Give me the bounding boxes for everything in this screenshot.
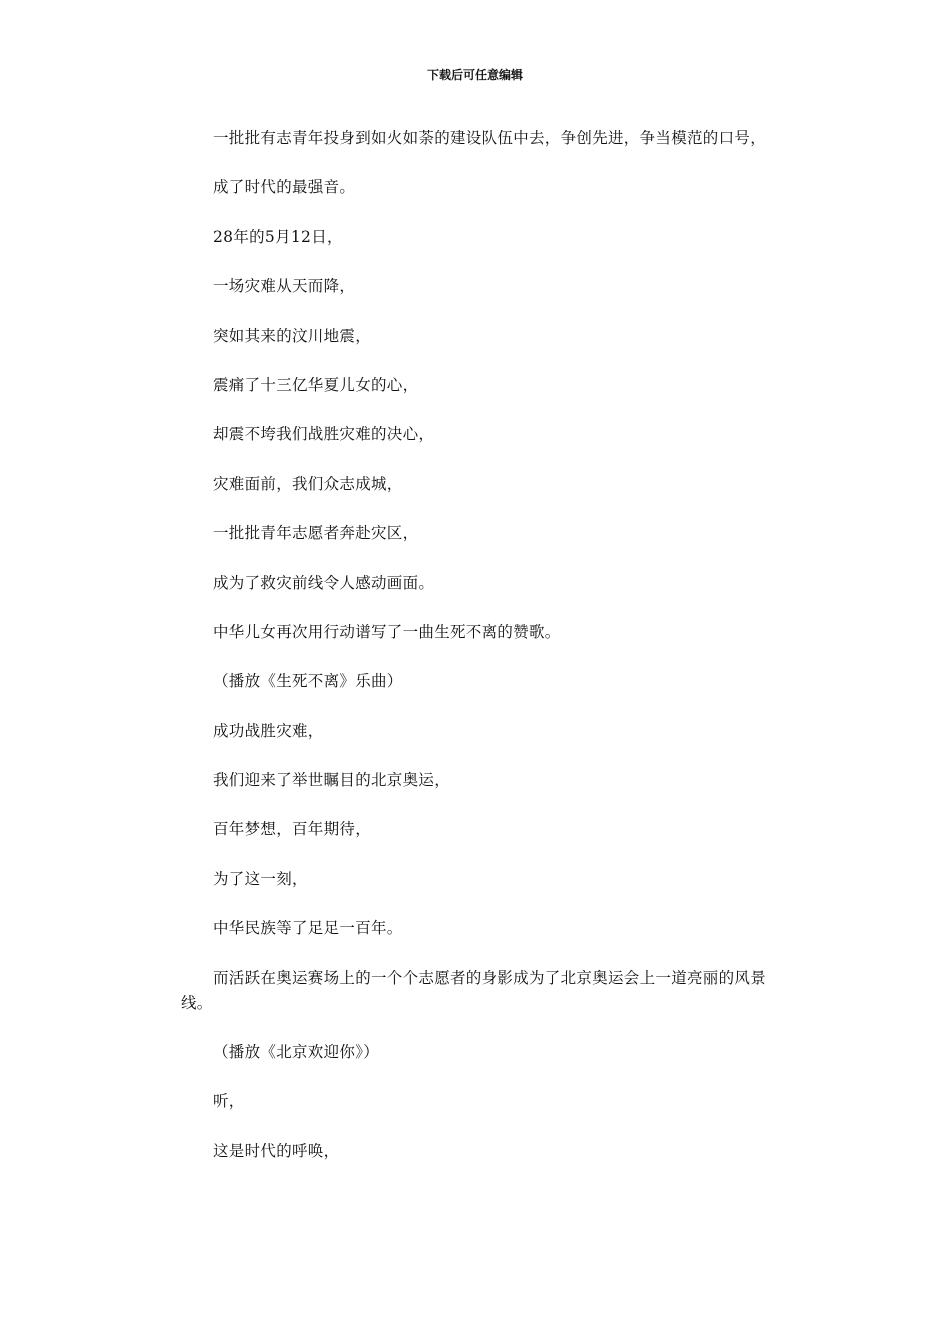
paragraph: （播放《北京欢迎你》） [213,1043,380,1062]
page-header: 下载后可任意编辑 [426,68,523,82]
document-body [181,126,771,1188]
paragraph: 震痛了十三亿华夏儿女的心， [213,375,419,394]
paragraph: 灾难面前，我们众志成城， [213,474,403,493]
paragraph: 为了这一刻， [213,869,308,888]
paragraph: （播放《生死不离》乐曲） [213,672,403,691]
paragraph: 这是时代的呼唤， [213,1141,340,1160]
paragraph: 听， [213,1092,245,1111]
paragraph: 成为了救灾前线令人感动画面。 [213,573,435,592]
paragraph: 一批批有志青年投身到如火如荼的建设队伍中去，争创先进，争当模范的口号， [213,129,767,147]
paragraph: 而活跃在奥运赛场上的一个个志愿者的身影成为了北京奥运会上一道亮丽的风景线。 [181,968,767,1012]
paragraph: 一场灾难从天而降， [213,277,356,296]
paragraph: 中华民族等了足足一百年。 [213,919,403,938]
paragraph: 成功战胜灾难， [213,721,324,740]
paragraph: 百年梦想，百年期待， [213,820,372,839]
paragraph: 成了时代的最强音。 [213,178,356,197]
paragraph: 却震不垮我们战胜灾难的决心， [213,425,435,444]
paragraph: 突如其来的汶川地震， [213,326,372,345]
paragraph: 中华儿女再次用行动谱写了一曲生死不离的赞歌。 [213,622,561,641]
paragraph: 28年的5月12日， [213,227,343,246]
paragraph: 我们迎来了举世瞩目的北京奥运， [213,771,451,790]
paragraph: 一批批青年志愿者奔赴灾区， [213,524,419,543]
